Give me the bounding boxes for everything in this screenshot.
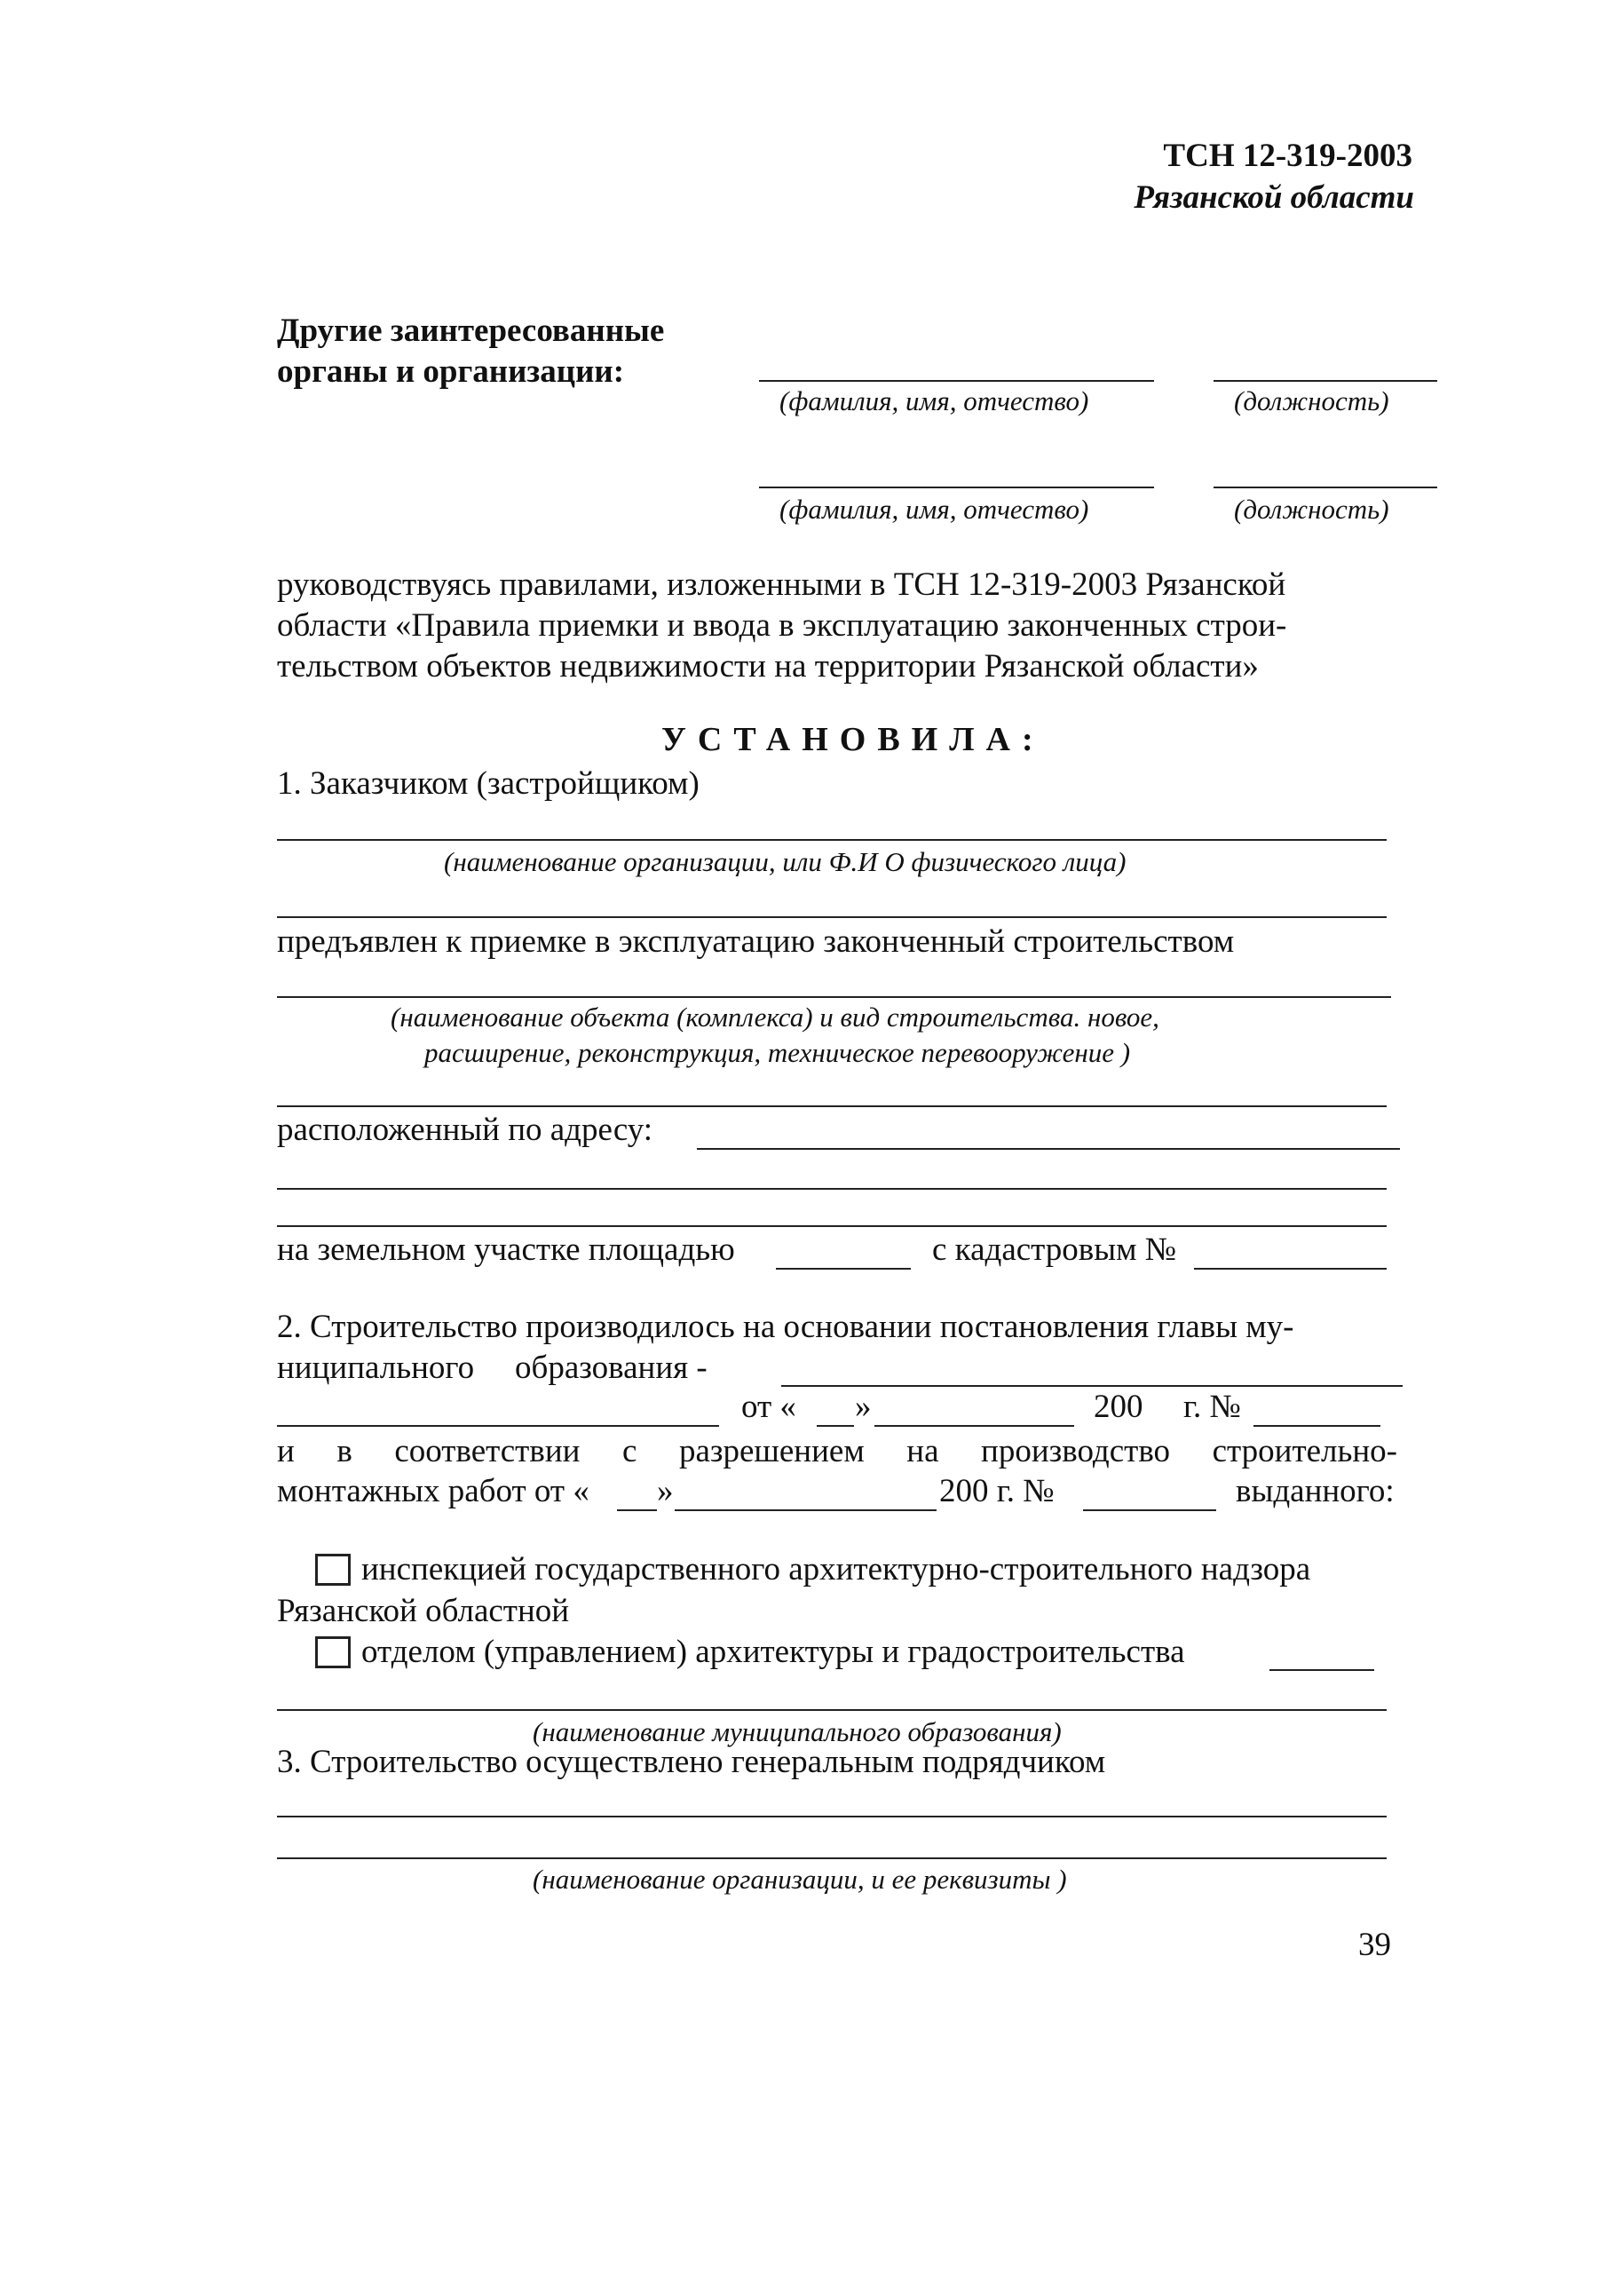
intro-line-3: тельством объектов недвижимости на территории Рязанской области» (277, 648, 1259, 685)
item2-word-municipal: ниципального (277, 1350, 475, 1386)
word-permit: разрешением (678, 1433, 865, 1469)
established-heading: УСТАНОВИЛА: (661, 721, 1045, 758)
option-architecture (315, 1632, 1185, 1673)
item2-line-1: 2. Строительство производилось на основании постановления главы му- (277, 1309, 1294, 1345)
word-and: и (277, 1433, 295, 1469)
intro-line-2: области «Правила приемки и ввода в эксплуатацию законченных строи- (277, 607, 1287, 644)
resolution-year: 200 (1094, 1389, 1143, 1425)
caption-contractor: (наименование организации, и ее реквизиты ) (533, 1864, 1067, 1895)
other-parties-label-line1: Другие заинтересованные (277, 313, 665, 349)
caption-object-1: (наименование объекта (комплекса) и вид строительства. новое, (391, 1002, 1159, 1033)
word-with: с (621, 1433, 637, 1469)
contractor-line-2[interactable] (277, 1857, 1387, 1859)
permit-number-field[interactable] (1083, 1509, 1216, 1511)
works-from-label: монтажных работ от « (277, 1473, 589, 1509)
item3-title: 3. Строительство осуществлено генеральным подрядчиком (277, 1744, 1106, 1780)
document-region: Рязанской области (1134, 179, 1414, 216)
option-inspection-line-2: Рязанской областной (277, 1593, 570, 1629)
resolution-field[interactable] (277, 1425, 719, 1427)
caption-name-2: (фамилия, имя, отчество) (779, 494, 1089, 525)
other-parties-label-line2: органы и организации: (277, 353, 625, 390)
contractor-line-1[interactable] (277, 1816, 1387, 1817)
caption-position-1: (должность) (1234, 385, 1389, 416)
caption-position-2: (должность) (1234, 494, 1389, 525)
resolution-from: от « (741, 1389, 796, 1425)
land-area-field[interactable] (776, 1268, 911, 1270)
word-accordance: соответствии (394, 1433, 581, 1469)
caption-municipal: (наименование муниципального образования) (533, 1716, 1062, 1747)
word-on: на (906, 1433, 939, 1469)
caption-customer-org: (наименование организации, или Ф.И О физического лица) (444, 846, 1127, 877)
resolution-day-field[interactable] (817, 1425, 854, 1427)
inspection-checkbox[interactable] (315, 1554, 351, 1586)
word-production: производство (981, 1433, 1171, 1469)
item2-permit-line (277, 1431, 1397, 1472)
address-line-2[interactable] (277, 1188, 1387, 1190)
address-line-3[interactable] (277, 1225, 1387, 1227)
address-field[interactable] (697, 1148, 1400, 1150)
object-name-line-2[interactable] (277, 1105, 1387, 1107)
architecture-checkbox[interactable] (315, 1636, 351, 1668)
signature-name-line-1[interactable] (759, 380, 1154, 382)
architecture-dept-field[interactable] (1269, 1669, 1374, 1671)
presented-text: предъявлен к приемке в эксплуатацию законченный строительством (277, 923, 1235, 960)
signature-position-line-2[interactable] (1214, 487, 1437, 488)
resolution-month-field[interactable] (874, 1425, 1074, 1427)
caption-object-2: расширение, реконструкция, техническое перевооружение ) (424, 1037, 1131, 1068)
intro-line-1: руководствуясь правилами, изложенными в ТСН 12-319-2003 Рязанской (277, 566, 1286, 603)
word-construction: строительно- (1212, 1433, 1397, 1469)
caption-name-1: (фамилия, имя, отчество) (779, 385, 1089, 416)
permit-day-field[interactable] (617, 1509, 657, 1511)
word-in: в (336, 1433, 352, 1469)
item2-word-formation: образования - (515, 1350, 708, 1386)
resolution-close-quote: » (855, 1389, 872, 1425)
option-architecture-label: отделом (управлением) архитектуры и градостроительства (361, 1634, 1185, 1670)
customer-name-line-2[interactable] (277, 916, 1387, 918)
issued-label: выданного: (1236, 1473, 1395, 1509)
cadastre-number-field[interactable] (1194, 1268, 1387, 1270)
cadastre-label: с кадастровым № (932, 1231, 1177, 1268)
object-name-line[interactable] (277, 996, 1391, 998)
signature-position-line-1[interactable] (1214, 380, 1437, 382)
permit-year-no: 200 г. № (939, 1473, 1055, 1509)
option-inspection-label: инспекцией государственного архитектурно-строительного надзора (361, 1551, 1311, 1587)
item1-title: 1. Заказчиком (застройщиком) (277, 765, 700, 802)
signature-name-line-2[interactable] (759, 487, 1154, 488)
municipal-head-field[interactable] (781, 1385, 1403, 1387)
permit-month-field[interactable] (675, 1509, 937, 1511)
document-code: ТСН 12-319-2003 (1163, 138, 1412, 174)
resolution-number-field[interactable] (1253, 1425, 1380, 1427)
page-number: 39 (1358, 1927, 1391, 1963)
option-inspection (315, 1549, 1310, 1590)
address-label: расположенный по адресу: (277, 1112, 653, 1148)
municipal-name-line[interactable] (277, 1709, 1387, 1711)
permit-close-quote: » (657, 1473, 674, 1509)
customer-name-line[interactable] (277, 839, 1387, 841)
land-area-label: на земельном участке площадью (277, 1231, 735, 1268)
resolution-year-no: г. № (1183, 1389, 1241, 1425)
